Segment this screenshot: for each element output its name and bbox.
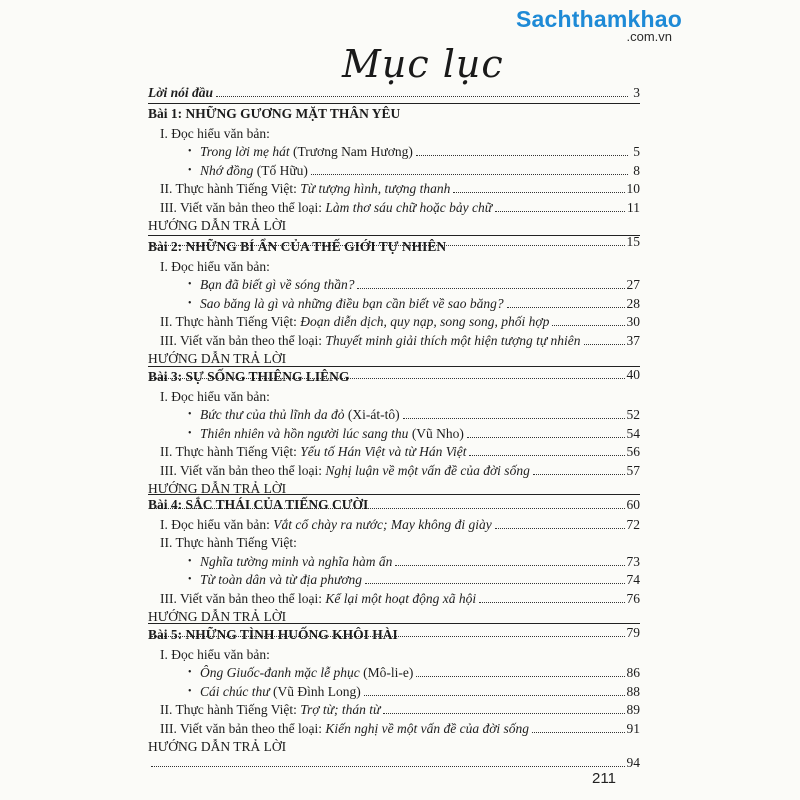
- page-ref: 3: [633, 85, 640, 100]
- section-divider: [148, 235, 640, 236]
- entry-text: [160, 314, 549, 330]
- dot-leader: [495, 528, 625, 529]
- entry-author: (Trương Nam Hương): [289, 144, 413, 160]
- entry-author: (Xi-át-tô): [344, 407, 400, 423]
- page-ref: 27: [626, 277, 640, 293]
- bullet-icon: •: [188, 164, 192, 176]
- entry-label: II. Thực hành Tiếng Việt:: [160, 314, 301, 330]
- toc-row: [160, 126, 640, 142]
- page-ref: 30: [626, 314, 640, 330]
- toc-row-preface: [148, 85, 640, 101]
- entry-label: II. Thực hành Tiếng Việt:: [160, 702, 301, 718]
- lesson-heading: Bài 2: NHỮNG BÍ ẨN CỦA THẾ GIỚI TỰ NHIÊN: [148, 239, 447, 254]
- page-ref: 94: [626, 755, 640, 771]
- answer-guide-page-row: [148, 755, 640, 771]
- entry-text: [200, 277, 354, 293]
- dot-leader: [533, 474, 625, 475]
- entry-label: I. Đọc hiểu văn bản:: [160, 517, 274, 532]
- watermark-domain: .com.vn: [626, 29, 672, 44]
- page-ref: 76: [626, 590, 640, 606]
- entry-label: II. Thực hành Tiếng Việt:: [160, 535, 297, 551]
- toc-row: [160, 647, 640, 663]
- entry-label: III. Viết văn bản theo thể loại:: [160, 332, 326, 348]
- page-ref: 86: [626, 665, 640, 681]
- toc-row: [160, 517, 640, 533]
- toc-row: [200, 572, 640, 588]
- entry-text: [160, 181, 450, 197]
- page-title: Mục lục: [342, 42, 504, 86]
- dot-leader: [495, 211, 625, 212]
- page-ref: 28: [626, 295, 640, 311]
- entry-title: Nhớ đồng: [200, 162, 254, 178]
- entry-title: Sao băng là gì và những điều bạn cần biết về sao băng?: [200, 295, 504, 311]
- watermark-brand: Sachthamkhao: [516, 6, 683, 32]
- entry-label: I. Đọc hiểu văn bản:: [160, 389, 270, 404]
- entry-title: Bức thư của thủ lĩnh da đỏ: [200, 407, 345, 423]
- entry-text: [160, 517, 492, 533]
- toc-row: [160, 535, 640, 551]
- page-ref: 57: [626, 462, 640, 478]
- entry-title: Thiên nhiên và hồn người lúc sang thu: [200, 425, 409, 441]
- entry-text: [160, 259, 270, 275]
- answer-guide-label: HƯỚNG DẪN TRẢ LỜI: [148, 218, 287, 233]
- dot-leader: [416, 676, 624, 677]
- toc-row: [160, 721, 640, 737]
- toc-row: [160, 702, 640, 718]
- page-ref: 88: [626, 683, 640, 699]
- dot-leader: [216, 96, 628, 97]
- entry-topic: Kể lại một hoạt động xã hội: [325, 590, 477, 606]
- entry-title: Ông Giuốc-đanh mặc lễ phục: [200, 665, 360, 681]
- entry-topic: Nghị luận về một vấn đề của đời sống: [325, 462, 530, 478]
- entry-text: [160, 444, 466, 460]
- dot-leader: [151, 766, 625, 767]
- entry-text: [200, 163, 308, 179]
- page-ref: 60: [626, 497, 640, 513]
- entry-text: [200, 426, 464, 442]
- entry-text: [160, 702, 380, 718]
- lesson-heading: Bài 1: NHỮNG GƯƠNG MẶT THÂN YÊU: [148, 106, 401, 121]
- entry-author: (Tố Hữu): [253, 162, 308, 178]
- toc-row: [160, 463, 640, 479]
- dot-leader: [364, 695, 625, 696]
- section-divider: [148, 366, 640, 367]
- page-ref: 56: [626, 444, 640, 460]
- page-ref: 8: [633, 162, 640, 178]
- bullet-icon: •: [188, 279, 192, 291]
- entry-topic: Yếu tố Hán Việt và từ Hán Việt: [300, 444, 467, 460]
- dot-leader: [403, 418, 625, 419]
- bullet-icon: •: [188, 427, 192, 439]
- bullet-icon: •: [188, 409, 192, 421]
- dot-leader: [416, 155, 628, 156]
- entry-text: [200, 296, 504, 312]
- entry-topic: Kiến nghị về một vấn đề của đời sống: [325, 720, 530, 736]
- entry-label: III. Viết văn bản theo thể loại:: [160, 720, 326, 736]
- bullet-icon: •: [188, 685, 192, 697]
- toc-row: [200, 554, 640, 570]
- page-ref: 89: [626, 702, 640, 718]
- entry-text: [200, 407, 400, 423]
- entry-topic: Vắt cổ chày ra nước; May không đi giày: [273, 517, 492, 532]
- toc-row: [200, 665, 640, 681]
- entry-topic: Đoạn diễn dịch, quy nạp, song song, phối hợp: [300, 314, 550, 330]
- entry-label: III. Viết văn bản theo thể loại:: [160, 199, 326, 215]
- dot-leader: [383, 713, 624, 714]
- entry-title: Trong lời mẹ hát: [200, 144, 290, 160]
- dot-leader: [365, 583, 624, 584]
- entry-author: (Mô-li-e): [359, 665, 414, 681]
- toc-row: [160, 314, 640, 330]
- entry-label: II. Thực hành Tiếng Việt:: [160, 444, 301, 460]
- page-ref: 72: [626, 517, 640, 532]
- page-ref: 40: [626, 367, 640, 383]
- toc-row: [160, 259, 640, 275]
- entry-label: III. Viết văn bản theo thể loại:: [160, 462, 326, 478]
- section-divider: [148, 103, 640, 104]
- dot-leader: [357, 288, 624, 289]
- entry-text: [200, 684, 361, 700]
- entry-title: Bạn đã biết gì về sóng thần?: [200, 277, 355, 293]
- toc-row: [160, 181, 640, 197]
- entry-topic: Làm thơ sáu chữ hoặc bảy chữ: [325, 199, 493, 215]
- toc-row: [200, 277, 640, 293]
- dot-leader: [395, 565, 624, 566]
- bullet-icon: •: [188, 297, 192, 309]
- entry-text: [200, 554, 392, 570]
- page-ref: 54: [626, 425, 640, 441]
- page-ref: 52: [626, 407, 640, 423]
- entry-author: (Vũ Nho): [408, 425, 464, 441]
- bullet-icon: •: [188, 555, 192, 567]
- dot-leader: [467, 437, 625, 438]
- toc-row: [160, 591, 640, 607]
- answer-guide-label: HƯỚNG DẪN TRẢ LỜI: [148, 481, 287, 496]
- lesson-heading: Bài 3: SỰ SỐNG THIÊNG LIÊNG: [148, 369, 350, 384]
- bullet-icon: •: [188, 146, 192, 158]
- answer-guide-label: HƯỚNG DẪN TRẢ LỜI: [148, 351, 287, 366]
- entry-label: III. Viết văn bản theo thể loại:: [160, 590, 326, 606]
- entry-text: [160, 535, 297, 551]
- toc-row: [160, 333, 640, 349]
- entry-text: [160, 333, 581, 349]
- page-ref: 10: [626, 181, 640, 197]
- entry-text: [160, 389, 270, 405]
- entry-text: [160, 463, 530, 479]
- entry-text: [160, 126, 270, 142]
- entry-title: Cái chúc thư: [200, 683, 270, 699]
- entry-text: [200, 144, 413, 160]
- entry-topic: Từ tượng hình, tượng thanh: [300, 181, 451, 197]
- answer-guide-label: HƯỚNG DẪN TRẢ LỜI: [148, 739, 287, 754]
- lesson-heading: Bài 4: SẮC THÁI CỦA TIẾNG CƯỜI: [148, 497, 369, 512]
- toc-row: [200, 407, 640, 423]
- dot-leader: [453, 192, 624, 193]
- dot-leader: [507, 307, 625, 308]
- section-divider: [148, 494, 640, 495]
- entry-text: [160, 200, 492, 216]
- page-number: 211: [592, 770, 616, 787]
- page-ref: 74: [626, 572, 640, 588]
- page-ref: 11: [627, 199, 640, 215]
- toc-row: [200, 426, 640, 442]
- entry-topic: Thuyết minh giải thích một hiện tượng tự nhiên: [325, 332, 581, 348]
- dot-leader: [532, 732, 624, 733]
- entry-topic: Trợ từ; thán từ: [300, 702, 381, 718]
- bullet-icon: •: [188, 667, 192, 679]
- preface-label: Lời nói đầu: [148, 85, 214, 100]
- dot-leader: [584, 344, 625, 345]
- entry-label: I. Đọc hiểu văn bản:: [160, 647, 270, 662]
- entry-text: [200, 572, 362, 588]
- entry-text: [160, 647, 270, 663]
- page-ref: 15: [626, 234, 640, 250]
- page-ref: 73: [626, 553, 640, 569]
- entry-label: I. Đọc hiểu văn bản:: [160, 126, 270, 141]
- page-ref: 79: [626, 625, 640, 641]
- page-ref: 37: [626, 332, 640, 348]
- entry-title: Nghĩa tường minh và nghĩa hàm ẩn: [200, 553, 393, 569]
- entry-text: [160, 721, 529, 737]
- toc-row: [200, 144, 640, 160]
- page-ref: 5: [633, 144, 640, 160]
- toc-row: [160, 200, 640, 216]
- toc-row: [160, 444, 640, 460]
- entry-author: (Vũ Đình Long): [269, 683, 361, 699]
- lesson-heading: Bài 5: NHỮNG TÌNH HUỐNG KHÔI HÀI: [148, 627, 398, 642]
- entry-label: I. Đọc hiểu văn bản:: [160, 259, 270, 274]
- dot-leader: [469, 455, 624, 456]
- entry-title: Từ toàn dân và từ địa phương: [200, 572, 363, 588]
- toc-row: [200, 163, 640, 179]
- toc-row: [160, 389, 640, 405]
- answer-guide-label: HƯỚNG DẪN TRẢ LỜI: [148, 609, 287, 624]
- toc-row: [200, 684, 640, 700]
- page-ref: 91: [626, 720, 640, 736]
- entry-text: [200, 665, 413, 681]
- entry-text: [160, 591, 476, 607]
- dot-leader: [479, 602, 624, 603]
- toc-row: [200, 296, 640, 312]
- entry-label: II. Thực hành Tiếng Việt:: [160, 181, 301, 197]
- dot-leader: [552, 325, 624, 326]
- bullet-icon: •: [188, 574, 192, 586]
- dot-leader: [311, 174, 628, 175]
- section-divider: [148, 623, 640, 624]
